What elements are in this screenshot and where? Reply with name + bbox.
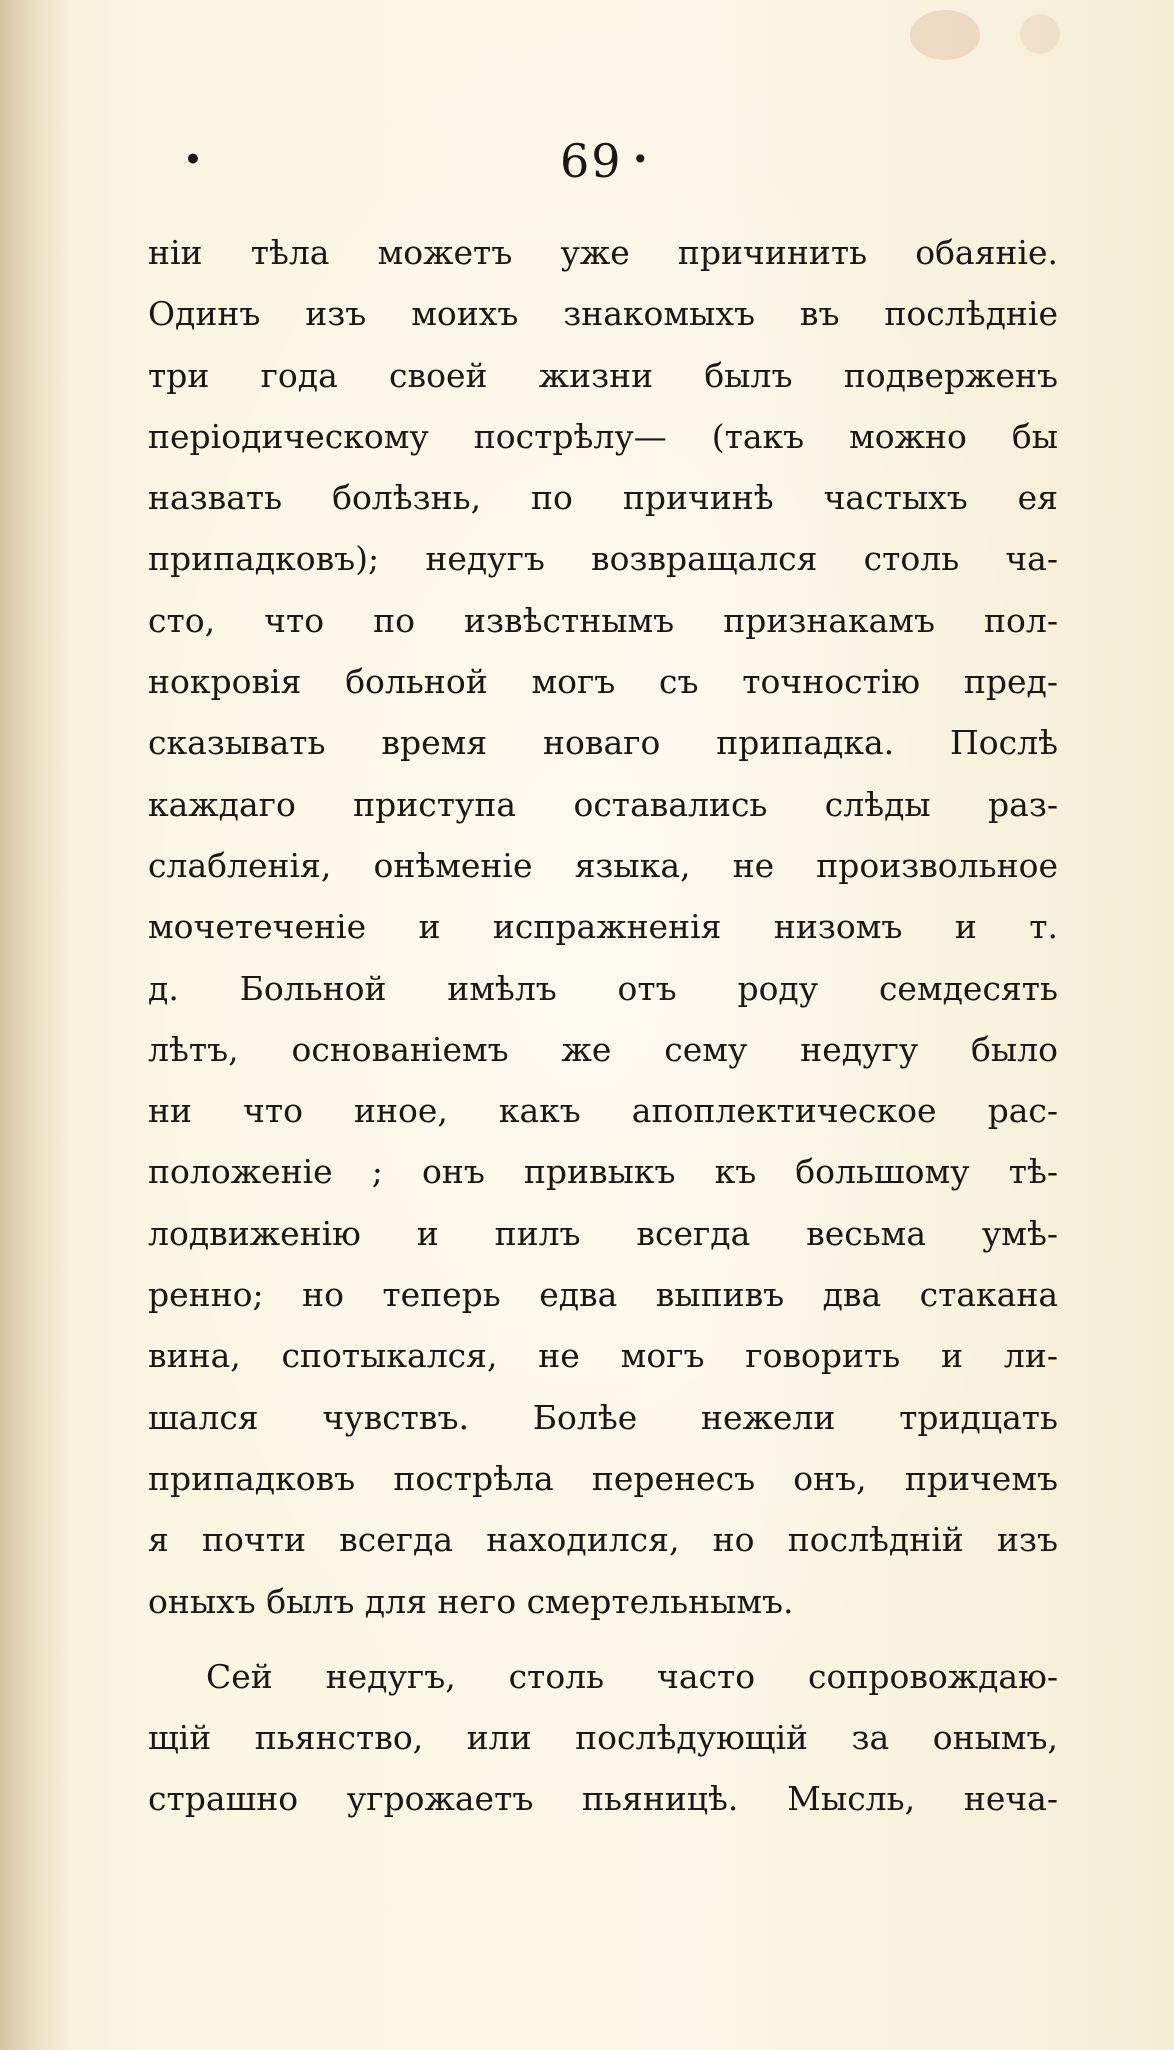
text-line: я почти всегда находился, но послѣдній изъ xyxy=(148,1520,1058,1560)
text-line: ніи тѣла можетъ уже причинить обаяніе. xyxy=(148,233,1058,272)
text-line: Одинъ изъ моихъ знакомыхъ въ послѣдніе xyxy=(148,294,1058,334)
text-line: страшно угрожаетъ пьяницѣ. Мысль, неча- xyxy=(148,1779,1058,1819)
text-line: три года своей жизни былъ подверженъ xyxy=(148,355,1058,395)
text-line: каждаго приступа оставались слѣды раз- xyxy=(148,784,1058,824)
page-header xyxy=(0,128,1174,188)
text-line: вина, спотыкался, не могъ говорить и ли- xyxy=(148,1336,1058,1376)
header-mark-right: • xyxy=(632,143,649,176)
paper-stain xyxy=(910,10,980,60)
paragraph xyxy=(148,222,1058,1632)
text-line: положеніе ; онъ привыкъ къ большому тѣ- xyxy=(148,1152,1058,1192)
text-line: мочетеченіе и испражненія низомъ и т. xyxy=(148,907,1058,947)
text-line: д. Больной имѣлъ отъ роду семдесять xyxy=(148,968,1058,1008)
text-line: сказывать время новаго припадка. Послѣ xyxy=(148,723,1058,763)
binding-shadow xyxy=(0,0,70,2050)
text-line: нокровія больной могъ съ точностію пред- xyxy=(148,662,1058,702)
paragraph-gap xyxy=(148,1632,1058,1646)
paragraph xyxy=(148,1646,1058,1830)
text-line: періодическому пострѣлу— (такъ можно бы xyxy=(148,416,1058,456)
text-line: щій пьянство, или послѣдующій за онымъ, xyxy=(148,1718,1058,1758)
text-line: лодвиженію и пилъ всегда весьма умѣ- xyxy=(148,1213,1058,1253)
text-line: слабленія, онѣменіе языка, не произвольное xyxy=(148,845,1058,885)
page-number: 69 xyxy=(560,134,623,188)
text-line: припадковъ); недугъ возвращался столь ча- xyxy=(148,539,1058,579)
text-line: оныхъ былъ для него смертельнымъ. xyxy=(148,1581,794,1621)
text-line: шался чувствъ. Болѣе нежели тридцать xyxy=(148,1397,1058,1437)
paper-stain xyxy=(1020,14,1060,54)
text-line: ни что иное, какъ апоплектическое рас- xyxy=(148,1091,1058,1131)
text-line: лѣтъ, основаніемъ же сему недугу было xyxy=(148,1029,1058,1069)
header-mark-left: • xyxy=(184,143,202,176)
text-line: припадковъ пострѣла перенесъ онъ, причемъ xyxy=(148,1458,1058,1498)
body-text xyxy=(148,222,1058,1830)
text-line: Сей недугъ, столь часто сопровождаю- xyxy=(206,1656,1058,1696)
text-line: ренно; но теперь едва выпивъ два стакана xyxy=(148,1275,1058,1315)
text-line: сто, что по извѣстнымъ признакамъ пол- xyxy=(148,600,1058,640)
text-line: назвать болѣзнь, по причинѣ частыхъ ея xyxy=(148,478,1058,518)
